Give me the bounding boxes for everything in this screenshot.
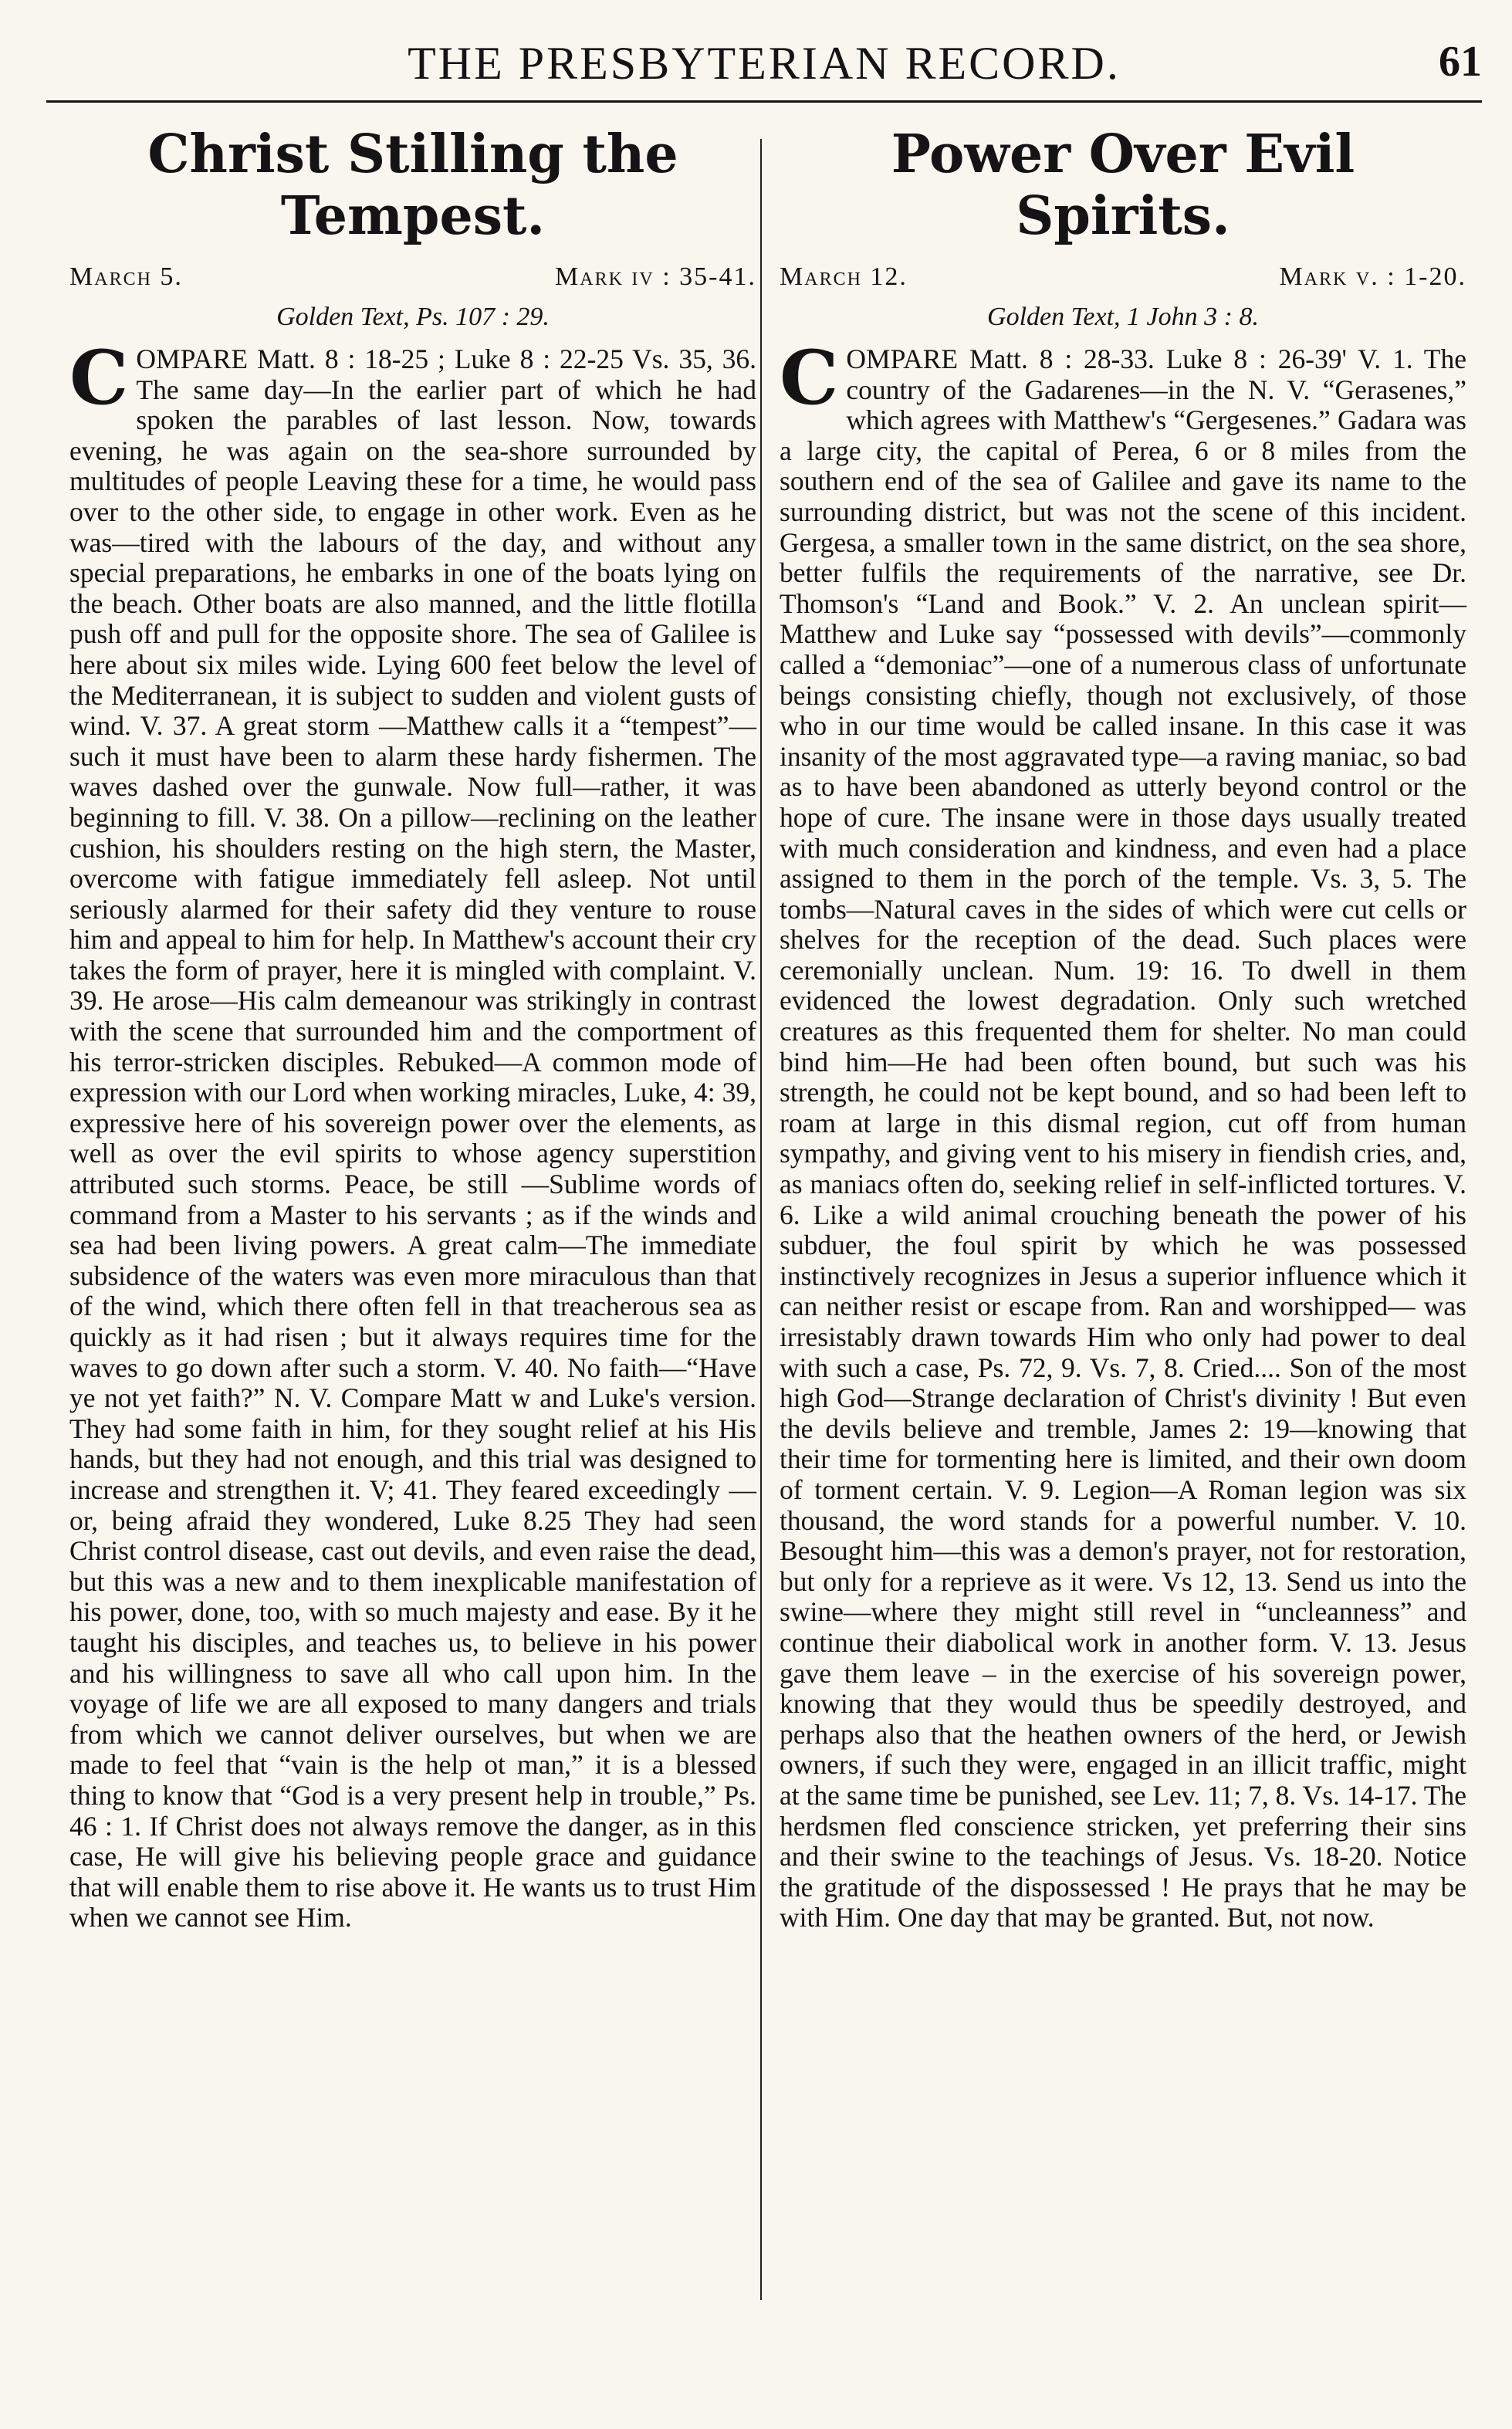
- publication-title: THE PRESBYTERIAN RECORD.: [408, 38, 1121, 89]
- page-number: 61: [1439, 38, 1482, 86]
- lesson-title: Christ Stilling the Tempest.: [147, 123, 678, 247]
- drop-cap: C: [69, 334, 129, 421]
- lesson-title: Power Over Evil Spirits.: [891, 123, 1355, 247]
- lesson-meta: [69, 262, 756, 292]
- lesson-body-text: OMPARE Matt. 8 : 18-25 ; Luke 8 : 22-25 Vs. 35, 36. The same day—In the earlier part of which he had spoken the parables of last lesson. Now, towards evening, he was again on the sea-shore surrounded by multitudes of people Leaving these for a time, he would pass over to the other side, to engage in other work. Even as he was—tired with the labours of the day, and without any special preparations, he embarks in one of the boats lying on the beach. Other boats are also manned, and the little flotilla push off and pull for the opposite shore. The sea of Galilee is here about six miles wide. Lying 600 feet below the level of the Mediterranean, it is subject to sudden and violent gusts of wind. V. 37. A great storm —Matthew calls it a “tempest”—such it must have been to alarm these hardy fishermen. The waves dashed over the gunwale. Now full—rather, it was beginning to fill. V. 38. On a pillow—reclining on the leather cushion, his shoulders resting on the high stern, the Master, overcome with fatigue immediately fell asleep. Not until seriously alarmed for their safety did they venture to rouse him and appeal to him for help. In Matthew's account their cry takes the form of prayer, here it is mingled with complaint. V. 39. He arose—His calm demeanour was strikingly in contrast with the scene that surrounded him and the comportment of his terror-stricken disciples. Rebuked—A common mode of expression with our Lord when working miracles, Luke, 4: 39, expressive here of his sovereign power over the elements, as well as over the evil spirits to whose agency superstition attributed such storms. Peace, be still —Sublime words of command from a Master to his servants ; as if the winds and sea had been living powers. A great calm—The immediate subsidence of the waters was even more miraculous than that of the wind, which there often fell in that treacherous sea as quickly as it had risen ; but it always requires time for the waves to go down after such a storm. V. 40. No faith—“Have ye not yet faith?” N. V. Compare Matt w and Luke's version. They had some faith in him, for they sought relief at his His hands, but they had not enough, and this trial was designed to increase and strengthen it. V; 41. They feared exceedingly —or, being afraid they wondered, Luke 8.25 They had seen Christ control disease, cast out devils, and even raise the dead, but this was a new and to them inexplicable manifestation of his power, done, too, with so much majesty and ease. By it he taught his disciples, and teaches us, to believe in his power and his willingness to save all who call upon him. In the voyage of life we are all exposed to many dangers and trials from which we cannot deliver ourselves, but when we are made to feel that “vain is the help ot man,” it is a blessed thing to know that “God is a very present help in trouble,” Ps. 46 : 1. If Christ does not always remove the danger, as in this case, He will give his believing people grace and guidance that will enable them to rise above it. He wants us to trust Him when we cannot see Him.: [69, 343, 756, 1933]
- lesson-body: [780, 334, 1466, 1933]
- lesson-column-left: [69, 123, 756, 1933]
- golden-text: Golden Text, Ps. 107 : 29.: [276, 303, 550, 331]
- lesson-date: March 12.: [780, 262, 908, 291]
- lesson-body: [69, 334, 756, 1933]
- lesson-column-right: [780, 123, 1466, 1933]
- lesson-body-text: OMPARE Matt. 8 : 28-33. Luke 8 : 26-39' V. 1. The country of the Gadarenes—in the N. V. “Gerasenes,” which agrees with Matthew's “Gergesenes.” Gadara was a large city, the capital of Perea, 6 or 8 miles from the southern end of the sea of Galilee and gave its name to the surrounding district, but was not the scene of this incident. Gergesa, a smaller town in the same district, on the sea shore, better fulfils the requirements of the narrative, see Dr. Thomson's “Land and Book.” V. 2. An unclean spirit—Matthew and Luke say “possessed with devils”—commonly called a “demoniac”—one of a numerous class of unfortunate beings consisting chiefly, though not exclusively, of those who in our time would be called insane. In this case it was insanity of the most aggravated type—a raving maniac, so bad as to have been abandoned as utterly beyond control or the hope of cure. The insane were in those days usually treated with much consideration and kindness, and even had a place assigned to them in the porch of the temple. Vs. 3, 5. The tombs—Natural caves in the sides of which were cut cells or shelves for the reception of the dead. Such places were ceremonially unclean. Num. 19: 16. To dwell in them evidenced the lowest degradation. Only such wretched creatures as this frequented them for shelter. No man could bind him—He had been often bound, but such was his strength, he could not be kept bound, and so had been left to roam at large in this dismal region, cut off from human sympathy, and giving vent to his misery in fiendish cries, and, as maniacs often do, seeking relief in self-inflicted tortures. V. 6. Like a wild animal crouching beneath the power of his subduer, the foul spirit by which he was possessed instinctively recognizes in Jesus a superior influence which it can neither resist or escape from. Ran and worshipped— was irresistably drawn towards Him who only had power to deal with such a case, Ps. 72, 9. Vs. 7, 8. Cried.... Son of the most high God—Strange declaration of Christ's divinity ! But even the devils believe and tremble, James 2: 19—knowing that their time for tormenting here is limited, and their own doom of torment certain. V. 9. Legion—A Roman legion was six thousand, the word stands for a powerful number. V. 10. Besought him—this was a demon's prayer, not for restoration, but only for a reprieve as it were. Vs 12, 13. Send us into the swine—where they might still revel in “uncleanness” and continue their diabolical work in another form. V. 13. Jesus gave them leave – in the exercise of his sovereign power, knowing that they would thus be speedily destroyed, and perhaps also that the heathen owners of the herd, or Jewish owners, if such they were, engaged in an illicit traffic, might at the same time be punished, see Lev. 11; 7, 8. Vs. 14-17. The herdsmen fled conscience stricken, yet preferring their sins and their swine to the teachings of Jesus. Vs. 18-20. Notice the gratitude of the dispossessed ! He prays that he may be with Him. One day that may be granted. But, not now.: [780, 343, 1466, 1933]
- lesson-date: March 5.: [69, 262, 183, 291]
- column-divider: [760, 139, 762, 2300]
- golden-text: Golden Text, 1 John 3 : 8.: [987, 303, 1259, 331]
- page-header: [46, 15, 1482, 103]
- drop-cap: C: [780, 334, 839, 421]
- scripture-reference: Mark v. : 1-20.: [1279, 262, 1466, 291]
- lesson-meta: [780, 262, 1466, 292]
- scripture-reference: Mark iv : 35-41.: [555, 262, 756, 291]
